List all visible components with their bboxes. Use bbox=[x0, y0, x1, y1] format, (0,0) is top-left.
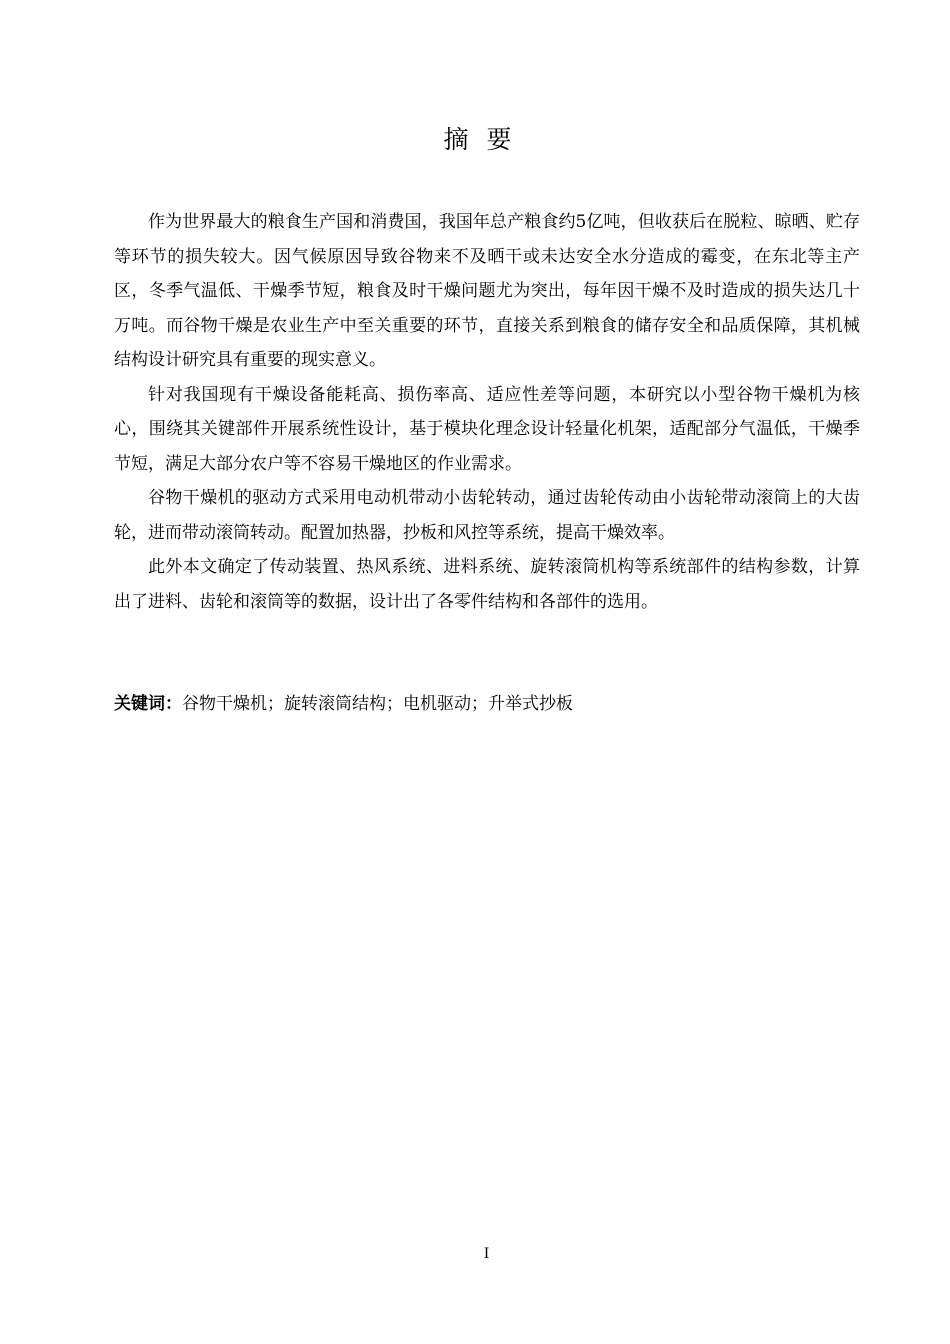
abstract-body bbox=[114, 205, 860, 619]
keywords-text: 谷物干燥机；旋转滚筒结构；电机驱动；升举式抄板 bbox=[182, 694, 573, 714]
abstract-paragraph-1: 作为世界最大的粮食生产国和消费国，我国年总产粮食约5亿吨，但收获后在脱粒、晾晒、贮存等环节的损失较大。因气候原因导致谷物来不及晒干或未达安全水分造成的霉变，在东北等主产区，冬季气温低、干燥季节短，粮食及时干燥问题尤为突出，每年因干燥不及时造成的损失达几十万吨。而谷物干燥是农业生产中至关重要的环节，直接关系到粮食的储存安全和品质保障，其机械结构设计研究具有重要的现实意义。 bbox=[114, 212, 860, 370]
abstract-title: 摘要 bbox=[443, 125, 530, 154]
page-number: I bbox=[483, 1246, 490, 1262]
abstract-paragraph-4: 此外本文确定了传动装置、热风系统、进料系统、旋转滚筒机构等系统部件的结构参数，计算出了进料、齿轮和滚筒等的数据，设计出了各零件结构和各部件的选用。 bbox=[114, 557, 860, 612]
abstract-paragraph-3: 谷物干燥机的驱动方式采用电动机带动小齿轮转动，通过齿轮传动由小齿轮带动滚筒上的大齿轮，进而带动滚筒转动。配置加热器，抄板和风控等系统，提高干燥效率。 bbox=[114, 488, 860, 543]
keywords-line bbox=[114, 687, 860, 721]
abstract-paragraph-2: 针对我国现有干燥设备能耗高、损伤率高、适应性差等问题，本研究以小型谷物干燥机为核心，围绕其关键部件开展系统性设计，基于模块化理念设计轻量化机架，适配部分气温低，干燥季节短，满足大部分农户等不容易干燥地区的作业需求。 bbox=[114, 384, 860, 474]
keywords-label: 关键词： bbox=[114, 694, 182, 714]
